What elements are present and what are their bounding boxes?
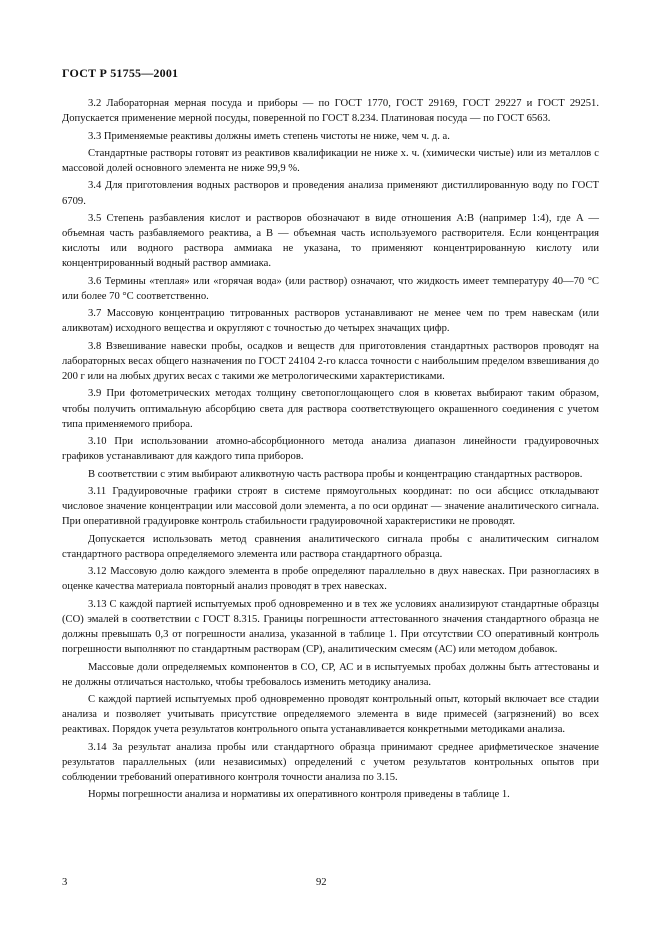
paragraph: 3.8 Взвешивание навески пробы, осадков и веществ для приготовления стандартных растворов проводят на лабораторных весах общего назначения по ГОСТ 24104 2-го класса точности с наибольшим пределом взвешивания до 200 г или на любых других весах с такими же метрологическими характеристиками.: [62, 340, 599, 383]
paragraph: 3.7 Массовую концентрацию титрованных растворов устанавливают не менее чем по трем навескам (или аликвотам) исходного вещества и округляют с точностью до четырех значащих цифр.: [62, 308, 599, 335]
document-body: [62, 96, 599, 805]
paragraph: Стандартные растворы готовят из реактивов квалификации не ниже х. ч. (химически чистые) или из металлов с массовой долей основного элемента не ниже 99,9 %.: [62, 147, 599, 174]
paragraph: Массовые доли определяемых компонентов в СО, СР, АС и в испытуемых пробах должны быть аттестованы и не должны отличаться настолько, чтобы требовалось изменить методику анализа.: [62, 661, 599, 688]
document-header: ГОСТ Р 51755—2001: [62, 66, 179, 80]
paragraph: Допускается использовать метод сравнения аналитического сигнала пробы с аналитическим сигналом стандартного раствора определяемого элемента или раствора стандартного образца.: [62, 533, 599, 560]
paragraph: 3.4 Для приготовления водных растворов и проведения анализа применяют дистиллированную воду по ГОСТ 6709.: [62, 180, 599, 207]
paragraph: С каждой партией испытуемых проб одновременно проводят контрольный опыт, который включает все стадии анализа и позволяет учитывать присутствие определяемого элемента в виде примесей (загрязнений) во всех реактивах. Порядок учета результатов контрольного опыта устанавливается конкретными методиками анализа.: [62, 694, 599, 736]
paragraph: 3.2 Лабораторная мерная посуда и приборы — по ГОСТ 1770, ГОСТ 29169, ГОСТ 29227 и ГОСТ 29251. Допускается применение мерной посуды, поверенной по ГОСТ 8.234. Платиновая посуда — по ГОСТ 6563.: [62, 98, 599, 125]
paragraph: Нормы погрешности анализа и нормативы их оперативного контроля приведены в таблице 1.: [88, 789, 510, 801]
page-number-left: 3: [62, 877, 68, 888]
paragraph: 3.12 Массовую долю каждого элемента в пробе определяют параллельно в двух навесках. При разногласиях в оценке качества материала повторный анализ проводят в трех навесках.: [62, 566, 599, 593]
paragraph: 3.6 Термины «теплая» или «горячая вода» (или раствор) означают, что жидкость имеет температуру 40—70 °С или более 70 °С соответственно.: [62, 275, 599, 302]
paragraph: 3.11 Градуировочные графики строят в системе прямоугольных координат: по оси абсцисс откладывают числовое значение концентрации или массовой доли элемента, а по оси ординат — значение аналитического сигнала. При оперативной градуировке контроль стабильности градуировочной характеристики не проводят.: [62, 485, 599, 528]
paragraph: 3.9 При фотометрических методах толщину светопоглощающего слоя в кюветах выбирают таким образом, чтобы получить оптимальную абсорбцию света для раствора соответствующего окрашенного соединения с учетом типа применяемого прибора.: [62, 388, 599, 430]
paragraph: 3.5 Степень разбавления кислот и растворов обозначают в виде отношения A:B (например 1:4), где A — объемная часть разбавляемого реактива, а B — объемная часть используемого растворителя. Если концентрация кислоты или водного раствора аммиака не указана, то применяют концентрированную кислоту или концентрированный водный раствор аммиака.: [62, 212, 599, 270]
paragraph: 3.10 При использовании атомно-абсорбционного метода анализа диапазон линейности градуировочных графиков устанавливают для каждого типа приборов.: [62, 436, 599, 463]
page-number-center: 92: [316, 877, 327, 888]
paragraph: 3.3 Применяемые реактивы должны иметь степень чистоты не ниже, чем ч. д. а.: [88, 130, 450, 142]
paragraph: В соответствии с этим выбирают аликвотную часть раствора пробы и концентрацию стандартных растворов.: [88, 468, 583, 480]
paragraph: 3.13 С каждой партией испытуемых проб одновременно и в тех же условиях анализируют стандартные образцы (СО) эмалей в соответствии с ГОСТ 8.315. Границы погрешности аттестованного значения стандартного образца не должны превышать 0,3 от погрешности анализа, указанной в таблице 1. При отсутствии СО оперативный контроль погрешности выполняют по стандартным растворам (СР), аналитическим смесям (АС) или методом добавок.: [62, 598, 599, 656]
paragraph: 3.14 За результат анализа пробы или стандартного образца принимают среднее арифметическое значение результатов параллельных (или независимых) определений с учетом результатов контрольных опытов при соблюдении требований оперативного контроля точности анализа по 3.15.: [62, 741, 599, 784]
